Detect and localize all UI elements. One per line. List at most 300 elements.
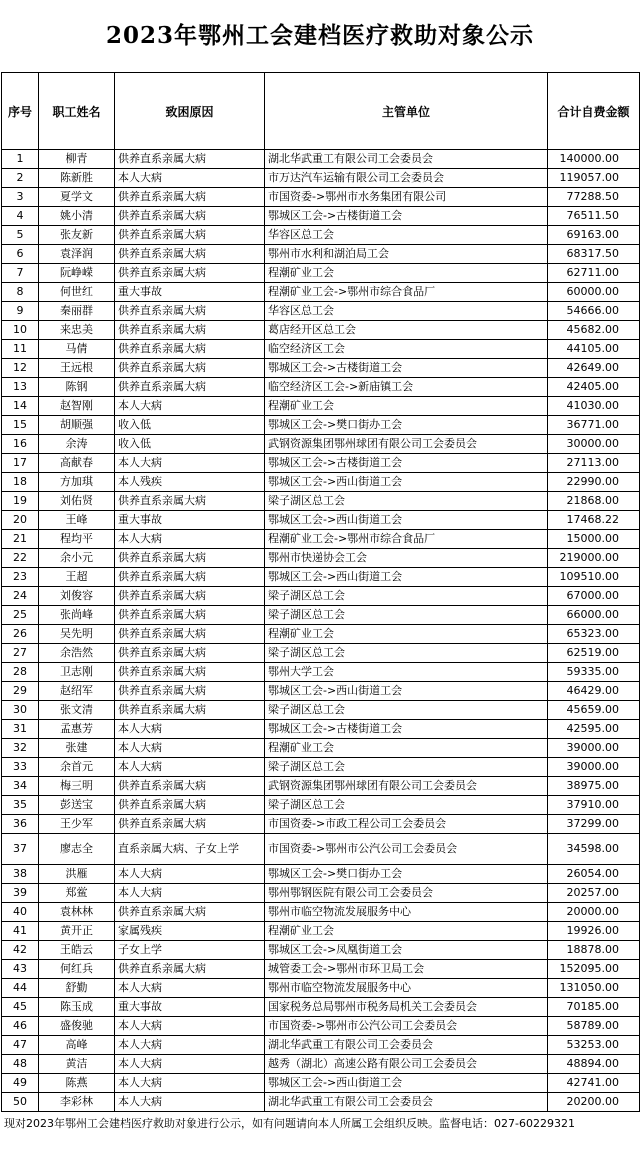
cell-name: 余首元 [39,758,115,777]
cell-no: 29 [2,682,39,701]
cell-name: 胡顺强 [39,416,115,435]
cell-no: 22 [2,549,39,568]
cell-amount: 39000.00 [548,758,640,777]
cell-amount: 39000.00 [548,739,640,758]
table-row [2,207,640,226]
cell-unit: 程潮矿业工会 [265,625,548,644]
cell-no: 26 [2,625,39,644]
cell-unit: 梁子湖区总工会 [265,492,548,511]
cell-name: 来忠美 [39,321,115,340]
cell-no: 10 [2,321,39,340]
cell-reason: 供养直系亲属大病 [115,150,265,169]
cell-amount: 22990.00 [548,473,640,492]
cell-unit: 鄂城区工会->古楼街道工会 [265,720,548,739]
table-row [2,511,640,530]
cell-name: 余小元 [39,549,115,568]
footer-note: 现对2023年鄂州工会建档医疗救助对象进行公示，如有问题请向本人所属工会组织反映。监督电话：027-60229321 [4,1117,575,1130]
table-row [2,663,640,682]
cell-amount: 36771.00 [548,416,640,435]
cell-no: 5 [2,226,39,245]
cell-name: 黄洁 [39,1055,115,1074]
cell-reason: 供养直系亲属大病 [115,644,265,663]
cell-unit: 程潮矿业工会 [265,922,548,941]
cell-unit: 临空经济区工会->新庙镇工会 [265,378,548,397]
cell-name: 何红兵 [39,960,115,979]
cell-unit: 鄂城区工会->西山街道工会 [265,682,548,701]
cell-name: 张建 [39,739,115,758]
cell-amount: 119057.00 [548,169,640,188]
table-row [2,549,640,568]
cell-amount: 42649.00 [548,359,640,378]
cell-unit: 程潮矿业工会 [265,739,548,758]
cell-reason: 直系亲属大病、子女上学 [115,834,265,865]
cell-no: 40 [2,903,39,922]
cell-no: 21 [2,530,39,549]
table-row [2,416,640,435]
cell-name: 王超 [39,568,115,587]
cell-no: 16 [2,435,39,454]
table-row [2,644,640,663]
cell-name: 阮峥嵘 [39,264,115,283]
cell-reason: 供养直系亲属大病 [115,903,265,922]
table-row [2,625,640,644]
cell-no: 8 [2,283,39,302]
cell-reason: 本人大病 [115,979,265,998]
cell-amount: 58789.00 [548,1017,640,1036]
cell-no: 31 [2,720,39,739]
cell-unit: 程潮矿业工会 [265,264,548,283]
table-row [2,340,640,359]
table-row [2,701,640,720]
table-row [2,435,640,454]
cell-amount: 45659.00 [548,701,640,720]
table-row [2,922,640,941]
cell-name: 陈钢 [39,378,115,397]
cell-unit: 鄂城区工会->古楼街道工会 [265,207,548,226]
cell-amount: 76511.50 [548,207,640,226]
cell-no: 9 [2,302,39,321]
cell-no: 3 [2,188,39,207]
cell-unit: 鄂城区工会->古楼街道工会 [265,454,548,473]
cell-reason: 本人大病 [115,530,265,549]
cell-no: 4 [2,207,39,226]
cell-amount: 15000.00 [548,530,640,549]
cell-reason: 本人大病 [115,169,265,188]
cell-name: 孟惠芳 [39,720,115,739]
cell-unit: 市国资委->鄂州市水务集团有限公司 [265,188,548,207]
cell-no: 39 [2,884,39,903]
cell-name: 李彩林 [39,1093,115,1112]
cell-unit: 鄂州鄂钢医院有限公司工会委员会 [265,884,548,903]
cell-reason: 重大事故 [115,511,265,530]
cell-unit: 梁子湖区总工会 [265,644,548,663]
table-row [2,283,640,302]
cell-unit: 程潮矿业工会->鄂州市综合食品厂 [265,530,548,549]
cell-reason: 供养直系亲属大病 [115,245,265,264]
header-amount: 合计自费金额 [548,73,640,150]
table-row [2,302,640,321]
cell-amount: 77288.50 [548,188,640,207]
cell-no: 1 [2,150,39,169]
table-row [2,188,640,207]
cell-no: 6 [2,245,39,264]
table-row [2,454,640,473]
table-row [2,884,640,903]
cell-unit: 湖北华武重工有限公司工会委员会 [265,1036,548,1055]
cell-no: 44 [2,979,39,998]
table-row [2,245,640,264]
cell-amount: 219000.00 [548,549,640,568]
cell-no: 18 [2,473,39,492]
cell-amount: 37299.00 [548,815,640,834]
table-row [2,568,640,587]
cell-amount: 37910.00 [548,796,640,815]
table-row [2,758,640,777]
cell-unit: 梁子湖区总工会 [265,587,548,606]
cell-amount: 46429.00 [548,682,640,701]
cell-reason: 供养直系亲属大病 [115,492,265,511]
cell-amount: 17468.22 [548,511,640,530]
cell-unit: 湖北华武重工有限公司工会委员会 [265,150,548,169]
cell-reason: 供养直系亲属大病 [115,207,265,226]
cell-reason: 供养直系亲属大病 [115,340,265,359]
cell-unit: 鄂城区工会->樊口街办工会 [265,416,548,435]
cell-no: 37 [2,834,39,865]
cell-name: 刘佑贤 [39,492,115,511]
cell-name: 舒勤 [39,979,115,998]
cell-unit: 鄂城区工会->西山街道工会 [265,568,548,587]
cell-reason: 本人大病 [115,1055,265,1074]
cell-unit: 梁子湖区总工会 [265,606,548,625]
cell-amount: 20200.00 [548,1093,640,1112]
cell-amount: 68317.50 [548,245,640,264]
cell-unit: 市国资委->市政工程公司工会委员会 [265,815,548,834]
table-row [2,226,640,245]
cell-no: 17 [2,454,39,473]
cell-no: 7 [2,264,39,283]
cell-unit: 临空经济区工会 [265,340,548,359]
table-row [2,1093,640,1112]
cell-amount: 70185.00 [548,998,640,1017]
cell-unit: 城管委工会->鄂州市环卫局工会 [265,960,548,979]
table-row [2,378,640,397]
cell-reason: 供养直系亲属大病 [115,815,265,834]
cell-no: 2 [2,169,39,188]
cell-reason: 本人大病 [115,758,265,777]
cell-unit: 鄂城区工会->凤凰街道工会 [265,941,548,960]
cell-name: 程均平 [39,530,115,549]
cell-name: 袁林林 [39,903,115,922]
table-row [2,587,640,606]
cell-reason: 供养直系亲属大病 [115,226,265,245]
cell-unit: 华容区总工会 [265,302,548,321]
table-row [2,264,640,283]
cell-unit: 程潮矿业工会->鄂州市综合食品厂 [265,283,548,302]
cell-name: 陈燕 [39,1074,115,1093]
cell-no: 15 [2,416,39,435]
cell-unit: 梁子湖区总工会 [265,758,548,777]
cell-unit: 市国资委->鄂州市公汽公司工会委员会 [265,834,548,865]
cell-reason: 本人大病 [115,1093,265,1112]
table-row [2,1074,640,1093]
table-row [2,321,640,340]
cell-amount: 131050.00 [548,979,640,998]
cell-unit: 鄂州市快递协会工会 [265,549,548,568]
cell-reason: 子女上学 [115,941,265,960]
cell-reason: 供养直系亲属大病 [115,302,265,321]
table-body [2,150,640,1112]
cell-reason: 供养直系亲属大病 [115,960,265,979]
table-row [2,720,640,739]
cell-amount: 69163.00 [548,226,640,245]
cell-amount: 59335.00 [548,663,640,682]
table-row [2,941,640,960]
cell-no: 35 [2,796,39,815]
cell-amount: 41030.00 [548,397,640,416]
cell-name: 彭送宝 [39,796,115,815]
table-row [2,397,640,416]
table-row [2,1055,640,1074]
cell-name: 梅三明 [39,777,115,796]
cell-reason: 收入低 [115,435,265,454]
cell-name: 陈玉成 [39,998,115,1017]
cell-name: 马倩 [39,340,115,359]
cell-amount: 19926.00 [548,922,640,941]
cell-amount: 66000.00 [548,606,640,625]
cell-amount: 140000.00 [548,150,640,169]
cell-name: 张文清 [39,701,115,720]
header-unit: 主管单位 [265,73,548,150]
cell-amount: 42741.00 [548,1074,640,1093]
cell-amount: 62519.00 [548,644,640,663]
cell-name: 盛俊驰 [39,1017,115,1036]
cell-reason: 本人大病 [115,1036,265,1055]
cell-unit: 国家税务总局鄂州市税务局机关工会委员会 [265,998,548,1017]
cell-reason: 本人大病 [115,865,265,884]
cell-amount: 42595.00 [548,720,640,739]
cell-reason: 家属残疾 [115,922,265,941]
cell-reason: 供养直系亲属大病 [115,796,265,815]
cell-no: 28 [2,663,39,682]
cell-no: 34 [2,777,39,796]
cell-no: 14 [2,397,39,416]
table-row [2,865,640,884]
cell-amount: 152095.00 [548,960,640,979]
table-row [2,1017,640,1036]
table-row [2,979,640,998]
cell-unit: 市万达汽车运输有限公司工会委员会 [265,169,548,188]
cell-no: 30 [2,701,39,720]
cell-unit: 武钢资源集团鄂州球团有限公司工会委员会 [265,777,548,796]
cell-reason: 供养直系亲属大病 [115,777,265,796]
cell-name: 吴先明 [39,625,115,644]
table-row [2,815,640,834]
cell-reason: 本人大病 [115,720,265,739]
cell-amount: 20000.00 [548,903,640,922]
cell-reason: 供养直系亲属大病 [115,663,265,682]
cell-amount: 21868.00 [548,492,640,511]
cell-reason: 供养直系亲属大病 [115,264,265,283]
cell-name: 高峰 [39,1036,115,1055]
table-row [2,492,640,511]
cell-amount: 18878.00 [548,941,640,960]
cell-name: 袁泽润 [39,245,115,264]
table-row [2,960,640,979]
cell-no: 13 [2,378,39,397]
relief-table [1,72,640,1112]
cell-unit: 市国资委->鄂州市公汽公司工会委员会 [265,1017,548,1036]
cell-name: 方加琪 [39,473,115,492]
cell-name: 王远根 [39,359,115,378]
cell-unit: 葛店经开区总工会 [265,321,548,340]
cell-amount: 67000.00 [548,587,640,606]
cell-amount: 34598.00 [548,834,640,865]
header-reason: 致困原因 [115,73,265,150]
cell-amount: 20257.00 [548,884,640,903]
cell-reason: 供养直系亲属大病 [115,378,265,397]
cell-name: 余浩然 [39,644,115,663]
cell-amount: 65323.00 [548,625,640,644]
cell-no: 27 [2,644,39,663]
cell-reason: 供养直系亲属大病 [115,682,265,701]
cell-reason: 重大事故 [115,283,265,302]
cell-name: 廖志全 [39,834,115,865]
cell-name: 赵绍军 [39,682,115,701]
cell-amount: 109510.00 [548,568,640,587]
cell-reason: 本人残疾 [115,473,265,492]
cell-name: 高献春 [39,454,115,473]
cell-amount: 38975.00 [548,777,640,796]
cell-unit: 梁子湖区总工会 [265,701,548,720]
cell-no: 47 [2,1036,39,1055]
cell-name: 陈新胜 [39,169,115,188]
cell-name: 何世红 [39,283,115,302]
cell-amount: 45682.00 [548,321,640,340]
cell-no: 41 [2,922,39,941]
cell-reason: 供养直系亲属大病 [115,625,265,644]
cell-name: 王皓云 [39,941,115,960]
cell-reason: 供养直系亲属大病 [115,321,265,340]
header-name: 职工姓名 [39,73,115,150]
cell-reason: 供养直系亲属大病 [115,606,265,625]
cell-unit: 湖北华武重工有限公司工会委员会 [265,1093,548,1112]
cell-no: 23 [2,568,39,587]
table-row [2,150,640,169]
cell-name: 黄开正 [39,922,115,941]
cell-unit: 鄂城区工会->西山街道工会 [265,473,548,492]
cell-unit: 鄂城区工会->西山街道工会 [265,511,548,530]
cell-no: 42 [2,941,39,960]
cell-reason: 本人大病 [115,739,265,758]
cell-reason: 供养直系亲属大病 [115,568,265,587]
cell-no: 12 [2,359,39,378]
cell-no: 36 [2,815,39,834]
cell-no: 33 [2,758,39,777]
cell-amount: 26054.00 [548,865,640,884]
cell-no: 50 [2,1093,39,1112]
table-row [2,473,640,492]
cell-no: 46 [2,1017,39,1036]
table-row [2,682,640,701]
cell-amount: 30000.00 [548,435,640,454]
cell-name: 柳青 [39,150,115,169]
cell-no: 49 [2,1074,39,1093]
cell-no: 48 [2,1055,39,1074]
table-row [2,739,640,758]
cell-reason: 供养直系亲属大病 [115,587,265,606]
cell-reason: 本人大病 [115,1017,265,1036]
cell-name: 刘俊容 [39,587,115,606]
page-title: 2023年鄂州工会建档医疗救助对象公示 [105,22,534,49]
cell-name: 卫志刚 [39,663,115,682]
cell-name: 王峰 [39,511,115,530]
table-row [2,359,640,378]
table-row [2,796,640,815]
cell-no: 24 [2,587,39,606]
cell-unit: 鄂州市临空物流发展服务中心 [265,903,548,922]
cell-reason: 本人大病 [115,454,265,473]
cell-reason: 供养直系亲属大病 [115,549,265,568]
cell-name: 张友新 [39,226,115,245]
table-row [2,903,640,922]
cell-reason: 本人大病 [115,884,265,903]
cell-unit: 鄂州市水利和湖泊局工会 [265,245,548,264]
cell-amount: 42405.00 [548,378,640,397]
cell-no: 11 [2,340,39,359]
cell-unit: 鄂城区工会->古楼街道工会 [265,359,548,378]
cell-name: 夏学文 [39,188,115,207]
cell-no: 43 [2,960,39,979]
cell-unit: 武钢资源集团鄂州球团有限公司工会委员会 [265,435,548,454]
cell-amount: 54666.00 [548,302,640,321]
cell-reason: 供养直系亲属大病 [115,188,265,207]
cell-name: 秦丽群 [39,302,115,321]
cell-unit: 鄂城区工会->樊口街办工会 [265,865,548,884]
cell-unit: 越秀（湖北）高速公路有限公司工会委员会 [265,1055,548,1074]
cell-unit: 鄂城区工会->西山街道工会 [265,1074,548,1093]
table-row [2,777,640,796]
cell-reason: 本人大病 [115,1074,265,1093]
cell-name: 郑鲎 [39,884,115,903]
table-row [2,530,640,549]
cell-name: 赵智刚 [39,397,115,416]
cell-amount: 62711.00 [548,264,640,283]
cell-name: 王少军 [39,815,115,834]
cell-reason: 本人大病 [115,397,265,416]
table-row [2,169,640,188]
cell-amount: 44105.00 [548,340,640,359]
cell-name: 洪雁 [39,865,115,884]
cell-amount: 27113.00 [548,454,640,473]
cell-name: 姚小清 [39,207,115,226]
cell-no: 32 [2,739,39,758]
cell-reason: 重大事故 [115,998,265,1017]
cell-name: 张尚峰 [39,606,115,625]
cell-reason: 供养直系亲属大病 [115,701,265,720]
cell-unit: 程潮矿业工会 [265,397,548,416]
header-no: 序号 [2,73,39,150]
cell-no: 45 [2,998,39,1017]
cell-reason: 收入低 [115,416,265,435]
table-row [2,606,640,625]
cell-unit: 梁子湖区总工会 [265,796,548,815]
cell-unit: 鄂州市临空物流发展服务中心 [265,979,548,998]
cell-unit: 鄂州大学工会 [265,663,548,682]
cell-no: 38 [2,865,39,884]
cell-no: 25 [2,606,39,625]
table-header-row [2,73,640,150]
cell-reason: 供养直系亲属大病 [115,359,265,378]
